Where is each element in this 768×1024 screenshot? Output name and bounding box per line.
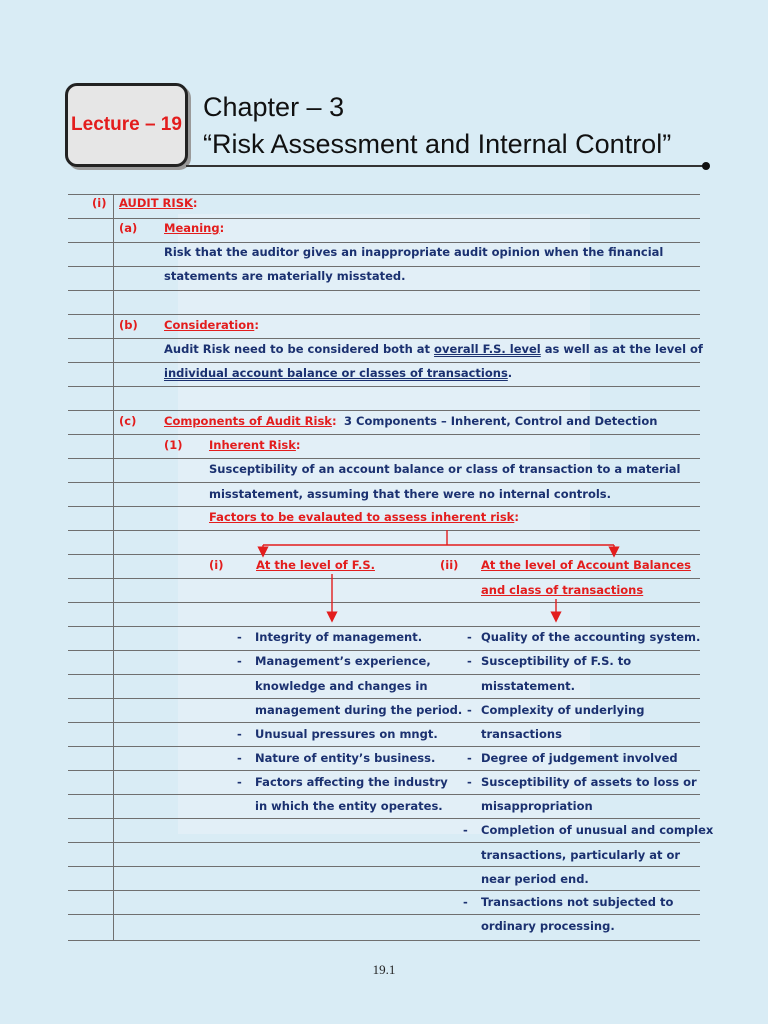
meaning-line-2: statements are materially misstated. [164,269,406,283]
colon: : [254,318,259,332]
bullet: - [463,895,468,909]
colon: : [295,438,301,452]
list-item: Susceptibility of F.S. to [481,654,632,668]
bullet: - [467,775,472,789]
list-item: ordinary processing. [481,919,615,933]
list-item: management during the period. [255,703,463,717]
list-item: knowledge and changes in [255,679,428,693]
colon: : [331,414,337,428]
list-item: transactions [481,727,562,741]
inherent-risk-number: (1) [164,438,183,452]
meaning-line-1: Risk that the auditor gives an inappropriate audit opinion when the financial [164,245,664,259]
ab-level-title-1: At the level of Account Balances [481,558,691,572]
list-item: misappropriation [481,799,593,813]
page-number: 19.1 [372,962,396,977]
section-i-number: (i) [92,196,107,210]
item-b-number: (b) [119,318,138,332]
inherent-risk-line-1: Susceptibility of an account balance or class of transaction to a material [209,462,681,476]
components-summary: 3 Components – Inherent, Control and Detection [344,414,658,428]
list-item: Unusual pressures on mngt. [255,727,438,741]
list-item: Management’s experience, [255,654,431,668]
list-item: Susceptibility of assets to loss or [481,775,697,789]
fs-level-number: (i) [209,558,224,572]
list-item: Completion of unusual and complex [481,823,714,837]
account-balance-level: individual account balance or classes of transactions [164,366,508,380]
fs-level-title: At the level of F.S. [256,558,375,572]
chapter-title: “Risk Assessment and Internal Control” [203,129,672,159]
bullet: - [237,654,242,668]
consideration-text-c: as well as at the level of [544,342,703,356]
bullet: - [467,630,472,644]
components-title: Components of Audit Risk [164,414,332,428]
period: . [507,366,513,380]
bullet: - [467,703,472,717]
item-c-number: (c) [119,414,137,428]
bullet: - [237,727,242,741]
list-item: near period end. [481,872,589,886]
colon: : [219,221,225,235]
consideration-title: Consideration [164,318,255,332]
colon: : [192,196,198,210]
bullet: - [463,823,468,837]
bullet: - [467,751,472,765]
bullet: - [237,630,242,644]
audit-risk-title: AUDIT RISK [119,196,193,210]
bullet: - [467,654,472,668]
item-a-number: (a) [119,221,138,235]
list-item: Degree of judgement involved [481,751,678,765]
list-item: Transactions not subjected to [481,895,674,909]
list-item: Nature of entity’s business. [255,751,436,765]
list-item: transactions, particularly at or [481,848,681,862]
bullet: - [237,751,242,765]
bullet: - [237,775,242,789]
ab-level-title-2: and class of transactions [481,583,644,597]
ab-level-number: (ii) [440,558,459,572]
list-item: Quality of the accounting system. [481,630,701,644]
lecture-label: Lecture – 19 [71,114,182,135]
factors-title: Factors to be evalauted to assess inherent risk [209,510,515,524]
inherent-risk-title: Inherent Risk [209,438,296,452]
list-item: Integrity of management. [255,630,423,644]
list-item: in which the entity operates. [255,799,443,813]
overall-fs-level: overall F.S. level [434,342,541,356]
meaning-title: Meaning [164,221,220,235]
inherent-risk-line-2: misstatement, assuming that there were no internal controls. [209,487,612,501]
chapter-number: Chapter – 3 [203,92,345,122]
list-item: Complexity of underlying [481,703,645,717]
list-item: misstatement. [481,679,576,693]
consideration-text-a: Audit Risk need to be considered both at [164,342,431,356]
list-item: Factors affecting the industry [255,775,448,789]
colon: : [514,510,519,524]
